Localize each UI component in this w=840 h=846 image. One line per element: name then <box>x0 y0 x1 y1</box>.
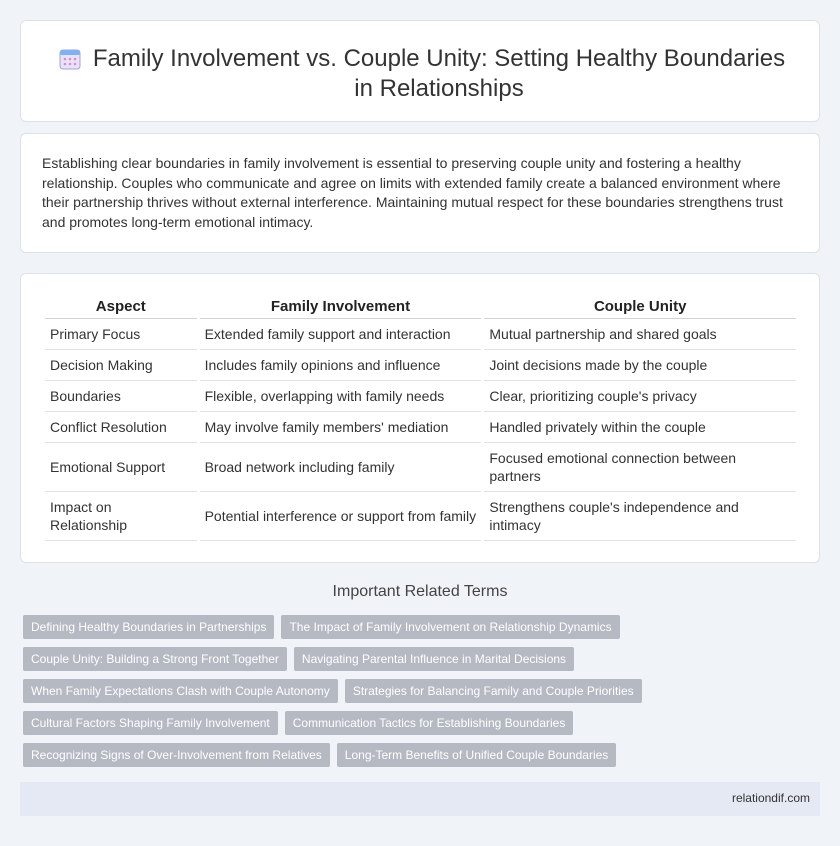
comparison-card <box>20 273 820 563</box>
table-cell-family: Includes family opinions and influence <box>200 350 482 381</box>
table-cell-couple: Joint decisions made by the couple <box>484 350 796 381</box>
related-term-tag[interactable]: Defining Healthy Boundaries in Partnerships <box>23 615 274 639</box>
table-row <box>45 443 796 492</box>
table-row <box>45 319 796 350</box>
related-term-tag[interactable]: Cultural Factors Shaping Family Involvement <box>23 711 278 735</box>
table-cell-couple: Handled privately within the couple <box>484 412 796 443</box>
table-row <box>45 492 796 541</box>
tag-row <box>23 679 823 703</box>
comparison-table <box>42 294 799 541</box>
table-row <box>45 350 796 381</box>
related-term-tag[interactable]: Strategies for Balancing Family and Couple Priorities <box>345 679 642 703</box>
page-title: Family Involvement vs. Couple Unity: Setting Healthy Boundaries in Relationships <box>92 45 786 102</box>
table-cell-aspect: Primary Focus <box>45 319 197 350</box>
table-cell-family: Broad network including family <box>200 443 482 492</box>
tag-row <box>23 711 823 735</box>
table-cell-couple: Strengthens couple's independence and intimacy <box>484 492 796 541</box>
tag-row <box>23 647 823 671</box>
table-header-row <box>45 294 796 319</box>
table-cell-family: Flexible, overlapping with family needs <box>200 381 482 412</box>
header-family-involvement: Family Involvement <box>200 294 482 319</box>
related-terms-title: Important Related Terms <box>332 583 508 600</box>
footer <box>20 782 820 816</box>
table-cell-family: Extended family support and interaction <box>200 319 482 350</box>
related-term-tag[interactable]: Couple Unity: Building a Strong Front Together <box>23 647 287 671</box>
tag-row <box>23 743 823 767</box>
table-cell-aspect: Decision Making <box>45 350 197 381</box>
table-cell-family: May involve family members' mediation <box>200 412 482 443</box>
related-term-tag[interactable]: Long-Term Benefits of Unified Couple Boundaries <box>337 743 616 767</box>
table-cell-aspect: Impact on Relationship <box>45 492 197 541</box>
table-row <box>45 412 796 443</box>
related-terms-list <box>23 615 823 775</box>
table-row <box>45 381 796 412</box>
related-term-tag[interactable]: Recognizing Signs of Over-Involvement from Relatives <box>23 743 330 767</box>
calendar-icon <box>58 47 82 71</box>
table-cell-couple: Focused emotional connection between partners <box>484 443 796 492</box>
intro-card <box>20 133 820 253</box>
table-cell-aspect: Emotional Support <box>45 443 197 492</box>
header-aspect: Aspect <box>45 294 197 319</box>
related-term-tag[interactable]: Navigating Parental Influence in Marital Decisions <box>294 647 574 671</box>
related-term-tag[interactable]: The Impact of Family Involvement on Relationship Dynamics <box>281 615 619 639</box>
header-card <box>20 20 820 122</box>
footer-site-link[interactable]: relationdif.com <box>731 791 810 805</box>
table-cell-couple: Mutual partnership and shared goals <box>484 319 796 350</box>
table-cell-family: Potential interference or support from family <box>200 492 482 541</box>
table-cell-couple: Clear, prioritizing couple's privacy <box>484 381 796 412</box>
tag-row <box>23 615 823 639</box>
related-term-tag[interactable]: Communication Tactics for Establishing Boundaries <box>285 711 574 735</box>
related-term-tag[interactable]: When Family Expectations Clash with Couple Autonomy <box>23 679 338 703</box>
table-cell-aspect: Conflict Resolution <box>45 412 197 443</box>
title-row <box>21 44 819 104</box>
intro-paragraph: Establishing clear boundaries in family involvement is essential to preserving couple unity and fostering a healthy relationship. Couples who communicate and agree on limits with extended family create a balanced environment where their partnership thrives without external interference. Maintaining mutual respect for these boundaries strengthens trust and promotes long-term emotional intimacy. <box>42 155 783 230</box>
header-couple-unity: Couple Unity <box>484 294 796 319</box>
table-cell-aspect: Boundaries <box>45 381 197 412</box>
